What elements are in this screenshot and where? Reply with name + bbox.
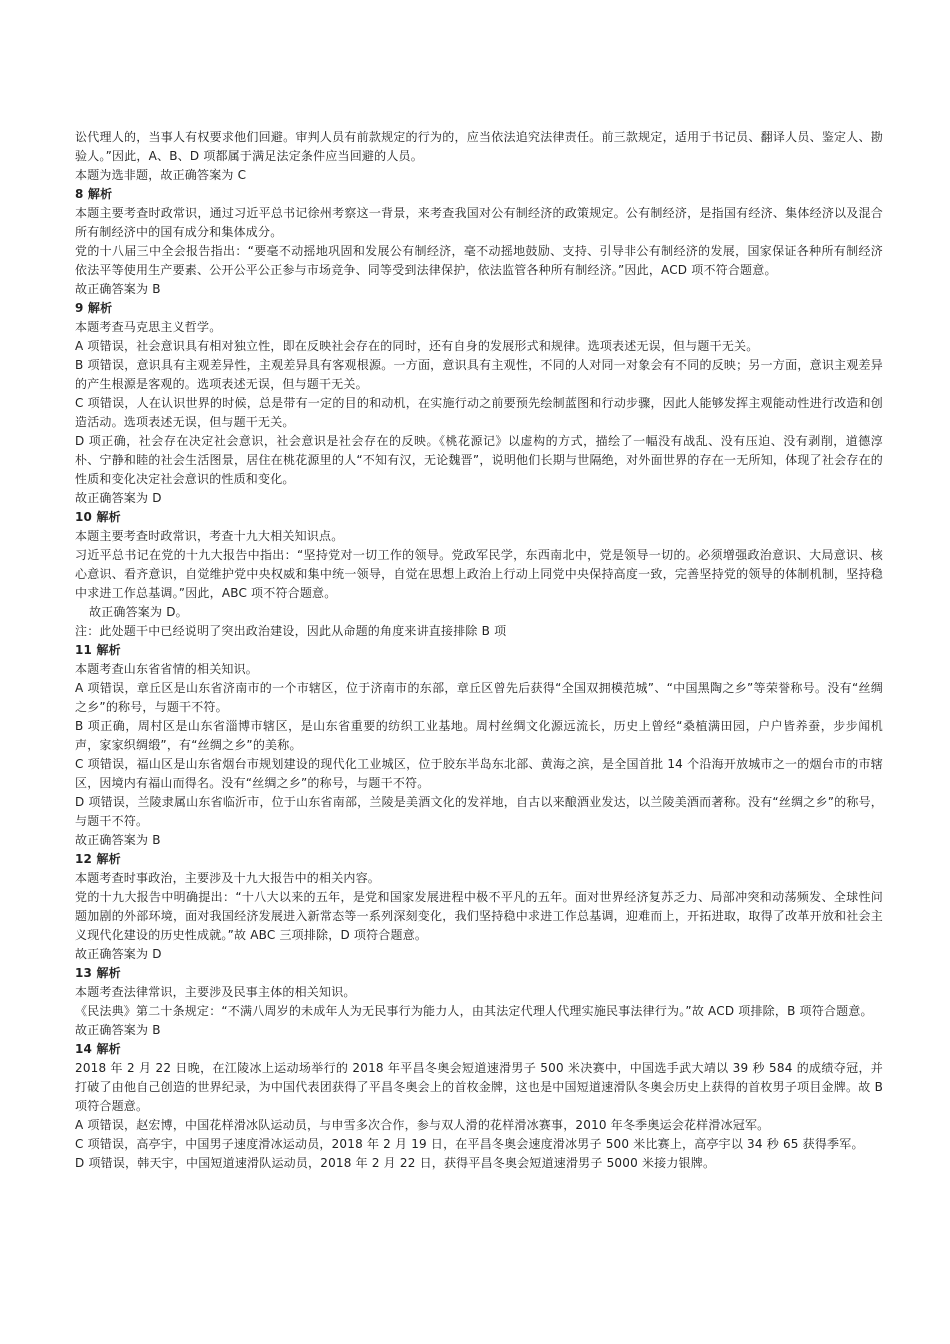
paragraph: B 项错误，意识具有主观差异性，主观差异具有客观根源。一方面，意识具有主观性，不同的人对同一对象会有不同的反映；另一方面，意识主观差异的产生根源是客观的。选项表述无误，但与题干无关。 (75, 358, 883, 391)
paragraph: 本题考查时事政治，主要涉及十九大报告中的相关内容。 (75, 871, 381, 885)
paragraph: 党的十九大报告中明确提出：“十八大以来的五年，是党和国家发展进程中极不平凡的五年。面对世界经济复苏乏力、局部冲突和动荡频发、全球性问题加剧的外部环境，面对我国经济发展进入新常态等一系列深刻变化，我们坚持稳中求进工作总基调，迎难而上，开拓进取，取得了改革开放和社会主义现代化建设的历史性成就。”故 ABC 三项排除，D 项符合题意。 (75, 890, 883, 942)
paragraph: 注：此处题干中已经说明了突出政治建设，因此从命题的角度来讲直接排除 B 项 (75, 624, 507, 638)
section-heading: 8 解析 (75, 187, 113, 201)
section-heading: 9 解析 (75, 301, 113, 315)
paragraph: D 项错误，兰陵隶属山东省临沂市，位于山东省南部，兰陵是美酒文化的发祥地，自古以来酿酒业发达，以兰陵美酒而著称。没有“丝绸之乡”的称号，与题干不符。 (75, 795, 883, 828)
paragraph: A 项错误，社会意识具有相对独立性，即在反映社会存在的同时，还有自身的发展形式和规律。选项表述无误，但与题干无关。 (75, 339, 759, 353)
paragraph: 习近平总书记在党的十九大报告中指出：“坚持党对一切工作的领导。党政军民学，东西南北中，党是领导一切的。必须增强政治意识、大局意识、核心意识、看齐意识，自觉维护党中央权威和集中统一领导，自觉在思想上政治上行动上同党中央保持高度一致，完善坚持党的领导的体制机制，坚持稳中求进工作总基调。”因此，ABC 项不符合题意。 (75, 548, 883, 600)
document-body (75, 128, 883, 1173)
paragraph: 《民法典》第二十条规定：“不满八周岁的未成年人为无民事行为能力人，由其法定代理人代理实施民事法律行为。”故 ACD 项排除，B 项符合题意。 (75, 1004, 873, 1018)
paragraph: 本题主要考查时政常识，考查十九大相关知识点。 (75, 529, 344, 543)
paragraph: C 项错误，人在认识世界的时候，总是带有一定的目的和动机，在实施行动之前要预先绘制蓝图和行动步骤，因此人能够发挥主观能动性进行改造和创造活动。选项表述无误，但与题干无关。 (75, 396, 883, 429)
paragraph: C 项错误，高亭宇，中国男子速度滑冰运动员，2018 年 2 月 19 日，在平昌冬奥会速度滑冰男子 500 米比赛上，高亭宇以 34 秒 65 获得季军。 (75, 1137, 864, 1151)
paragraph: 讼代理人的，当事人有权要求他们回避。审判人员有前款规定的行为的，应当依法追究法律责任。前三款规定，适用于书记员、翻译人员、鉴定人、勘验人。”因此，A、B、D 项都属于满足法定条件应当回避的人员。 (75, 130, 883, 163)
section-heading: 10 解析 (75, 510, 121, 524)
paragraph: 本题为选非题，故正确答案为 C (75, 168, 247, 182)
section-heading: 13 解析 (75, 966, 121, 980)
paragraph: D 项正确，社会存在决定社会意识，社会意识是社会存在的反映。《桃花源记》以虚构的方式，描绘了一幅没有战乱、没有压迫、没有剥削，道德淳朴、宁静和睦的社会生活图景，居住在桃花源里的人“不知有汉，无论魏晋”，说明他们长期与世隔绝，对外面世界的存在一无所知，体现了社会存在的性质和变化决定社会意识的性质和变化。 (75, 434, 883, 486)
paragraph: C 项错误，福山区是山东省烟台市规划建设的现代化工业城区，位于胶东半岛东北部、黄海之滨，是全国首批 14 个沿海开放城市之一的烟台市的市辖区，因境内有福山而得名。没有“丝绸之乡”的称号，与题干不符。 (75, 757, 883, 790)
paragraph: 故正确答案为 D。 (89, 605, 188, 619)
paragraph: A 项错误，赵宏博，中国花样滑冰队运动员，与申雪多次合作，参与双人滑的花样滑冰赛事，2010 年冬季奥运会花样滑冰冠军。 (75, 1118, 770, 1132)
section-heading: 14 解析 (75, 1042, 121, 1056)
paragraph: 本题考查山东省省情的相关知识。 (75, 662, 259, 676)
paragraph: 故正确答案为 B (75, 1023, 161, 1037)
paragraph: A 项错误，章丘区是山东省济南市的一个市辖区，位于济南市的东部，章丘区曾先后获得“全国双拥模范城”、“中国黑陶之乡”等荣誉称号。没有“丝绸之乡”的称号，与题干不符。 (75, 681, 883, 714)
paragraph: B 项正确，周村区是山东省淄博市辖区，是山东省重要的纺织工业基地。周村丝绸文化源远流长，历史上曾经“桑植满田园，户户皆养蚕，步步闻机声，家家织绸缎”，有“丝绸之乡”的美称。 (75, 719, 883, 752)
paragraph: 故正确答案为 D (75, 491, 162, 505)
paragraph: 故正确答案为 D (75, 947, 162, 961)
section-heading: 11 解析 (75, 643, 121, 657)
paragraph: 故正确答案为 B (75, 282, 161, 296)
paragraph: 党的十八届三中全会报告指出：“要毫不动摇地巩固和发展公有制经济，毫不动摇地鼓励、支持、引导非公有制经济的发展，国家保证各种所有制经济依法平等使用生产要素、公开公平公正参与市场竞争、同等受到法律保护，依法监管各种所有制经济。”因此，ACD 项不符合题意。 (75, 244, 883, 277)
paragraph: 故正确答案为 B (75, 833, 161, 847)
paragraph: D 项错误，韩天宇，中国短道速滑队运动员，2018 年 2 月 22 日，获得平昌冬奥会短道速滑男子 5000 米接力银牌。 (75, 1156, 716, 1170)
paragraph: 2018 年 2 月 22 日晚，在江陵冰上运动场举行的 2018 年平昌冬奥会短道速滑男子 500 米决赛中，中国选手武大靖以 39 秒 584 的成绩夺冠，并打破了由他自己创造的世界纪录，为中国代表团获得了平昌冬奥会上的首枚金牌，这也是中国短道速滑队冬奥会历史上获得的首枚男子项目金牌。故 B 项符合题意。 (75, 1061, 883, 1113)
paragraph: 本题考查马克思主义哲学。 (75, 320, 222, 334)
section-heading: 12 解析 (75, 852, 121, 866)
paragraph: 本题主要考查时政常识，通过习近平总书记徐州考察这一背景，来考查我国对公有制经济的政策规定。公有制经济，是指国有经济、集体经济以及混合所有制经济中的国有成分和集体成分。 (75, 206, 883, 239)
paragraph: 本题考查法律常识，主要涉及民事主体的相关知识。 (75, 985, 356, 999)
